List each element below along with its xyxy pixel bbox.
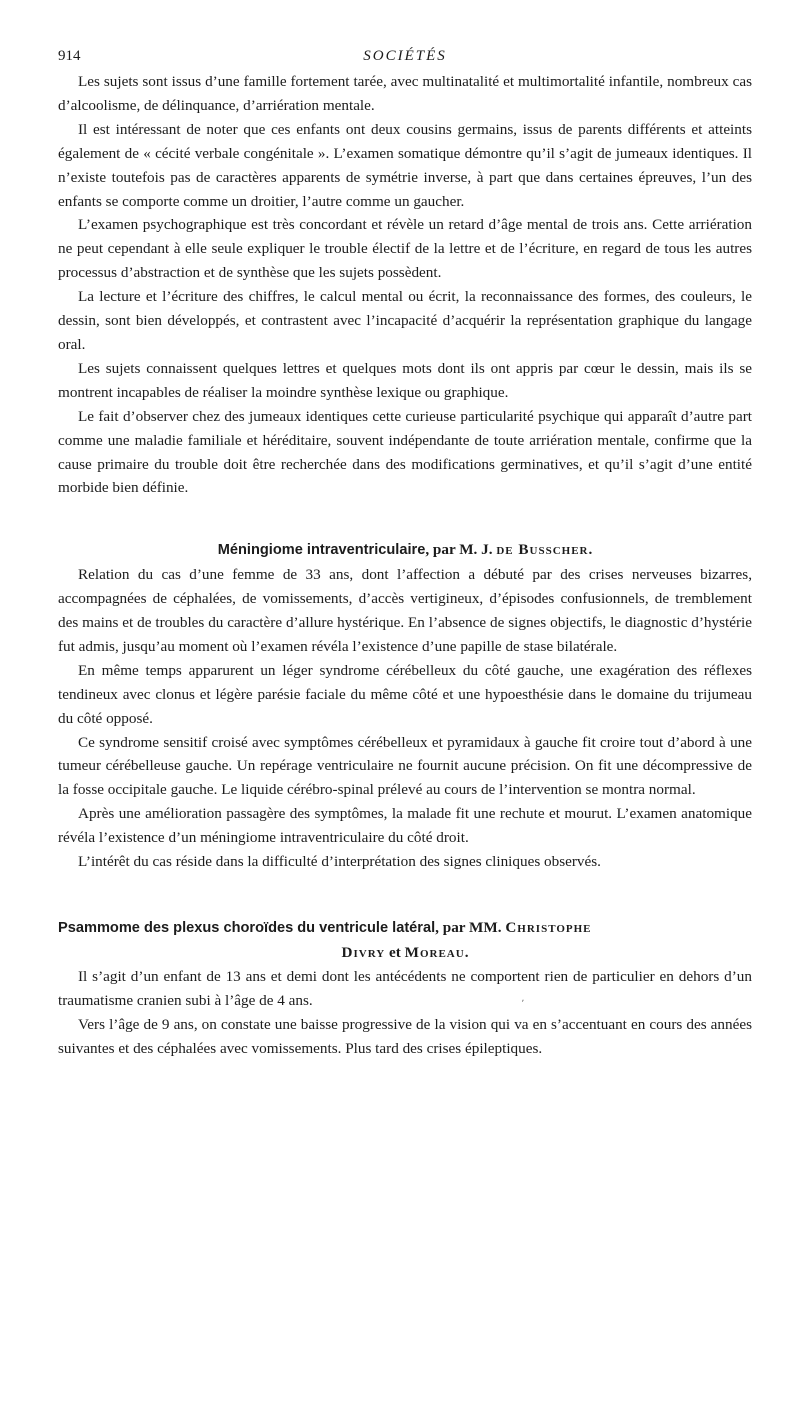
byline-suffix: . xyxy=(588,541,593,559)
paragraph: Il s’agit d’un enfant de 13 ans et demi dont les antécédents ne comportent rien de particulier en dehors d’un traumatisme cranien subi à l’âge de 4 ans. xyxy=(58,967,752,1009)
section-spacer xyxy=(58,874,752,916)
paragraph: Relation du cas d’une femme de 33 ans, dont l’affection a débuté par des crises nerveuses bizarres, accompagnées de céphalées, de vomissements, d’accès vertigineux, d’épisodes confusionnels, de tremblement des mains et de troubles du caractère d’allure hystérique. En l’absence de signes objectifs, le diagnostic d’hystérie fut admis, jusqu’au moment où l’examen révéla l’existence d’une papille de stase bilatérale. xyxy=(58,566,752,655)
paragraph: Vers l’âge de 9 ans, on constate une baisse progressive de la vision qui va en s’accentuant en cours des années suivantes et des céphalées avec vomissements. Plus tard des crises épileptiques. xyxy=(58,1015,752,1057)
paragraph: Le fait d’observer chez des jumeaux identiques cette curieuse particularité psychique qui apparaît d’autre part comme une maladie familiale et héréditaire, souvent indépendante de toute arriération mentale, confirme que la cause primaire du trouble doit être recherchée dans des modifications germinatives, et qu’il s’agit d’une entité morbide bien définie. xyxy=(58,407,752,497)
intro-body xyxy=(58,70,752,500)
byline-suffix: . xyxy=(464,943,469,961)
paragraph: En même temps apparurent un léger syndrome cérébelleux du côté gauche, une exagération des réflexes tendineux avec clonus et légère parésie faciale du même côté et une hypoesthésie dans le domaine du trijumeau du côté opposé. xyxy=(58,661,752,727)
section-psammome xyxy=(58,916,752,1060)
page-number: 914 xyxy=(58,48,81,64)
paragraph: Après une amélioration passagère des symptômes, la malade fit une rechute et mourut. L’examen anatomique révéla l’existence d’un méningiome intraventriculaire du côté droit. xyxy=(58,805,752,847)
section-meningiome xyxy=(58,538,752,874)
byline-separator: et xyxy=(385,943,405,961)
section-heading xyxy=(58,538,752,563)
section-spacer xyxy=(58,500,752,538)
section-title: Méningiome intraventriculaire xyxy=(217,542,426,559)
page-header xyxy=(58,44,752,70)
paragraph: Les sujets connaissent quelques lettres et quelques mots dont ils ont appris par cœur le dessin, mais ils se montrent incapables de réaliser la moindre synthèse lexique ou graphique. xyxy=(58,359,752,401)
section-title: Psammome des plexus choroïdes du ventricule latéral xyxy=(58,920,436,936)
paragraph: Les sujets sont issus d’une famille fortement tarée, avec multinatalité et multimortalité infantile, nombreux cas d’alcoolisme, de délinquance, d’arriération mentale. xyxy=(58,73,752,114)
byline-prefix: , par M. J. xyxy=(425,541,497,559)
author-name: Moreau xyxy=(404,943,465,961)
section-heading xyxy=(58,916,752,965)
author-name: Christophe xyxy=(505,919,592,936)
paragraph: La lecture et l’écriture des chiffres, le calcul mental ou écrit, la reconnaissance des formes, des couleurs, le dessin, sont bien développés, et contrastent avec l’incapacité d’acquérir la représentation graphique du langage oral. xyxy=(58,288,752,353)
author-name: Divry xyxy=(341,943,386,961)
stray-mark: ʹ xyxy=(522,998,524,1008)
byline-prefix: , par MM. xyxy=(435,919,506,936)
author-name: de Busscher xyxy=(496,541,589,559)
byline-second-line xyxy=(58,941,752,965)
paragraph: Il est intéressant de noter que ces enfants ont deux cousins germains, issus de parents différents et atteints également de « cécité verbale congénitale ». L’examen somatique démontre qu’il s’agit de jumeaux identiques. Il n’existe toutefois pas de caractères apparents de symétrie inverse, à part que dans certaines épreuves, l’un des enfants se comporte comme un droitier, l’autre comme un gaucher. xyxy=(58,120,752,210)
paragraph: Ce syndrome sensitif croisé avec symptômes cérébelleux et pyramidaux à gauche fit croire tout d’abord à une tumeur cérébelleuse gauche. Un repérage ventriculaire ne fournit aucune précision. On fit une décompressive de la fosse occipitale gauche. Le liquide cérébro-spinal prélevé au cours de l’intervention se montra normal. xyxy=(58,733,752,799)
page xyxy=(58,44,752,1060)
paragraph: L’intérêt du cas réside dans la difficulté d’interprétation des signes cliniques observés. xyxy=(78,853,601,871)
paragraph: L’examen psychographique est très concordant et révèle un retard d’âge mental de trois ans. Cette arriération ne peut cependant à elle seule expliquer le trouble électif de la lettre et de l’écriture, en regard de tous les autres processus d’abstraction et de synthèse que les sujets possèdent. xyxy=(58,216,752,282)
running-title: SOCIÉTÉS xyxy=(363,48,447,64)
